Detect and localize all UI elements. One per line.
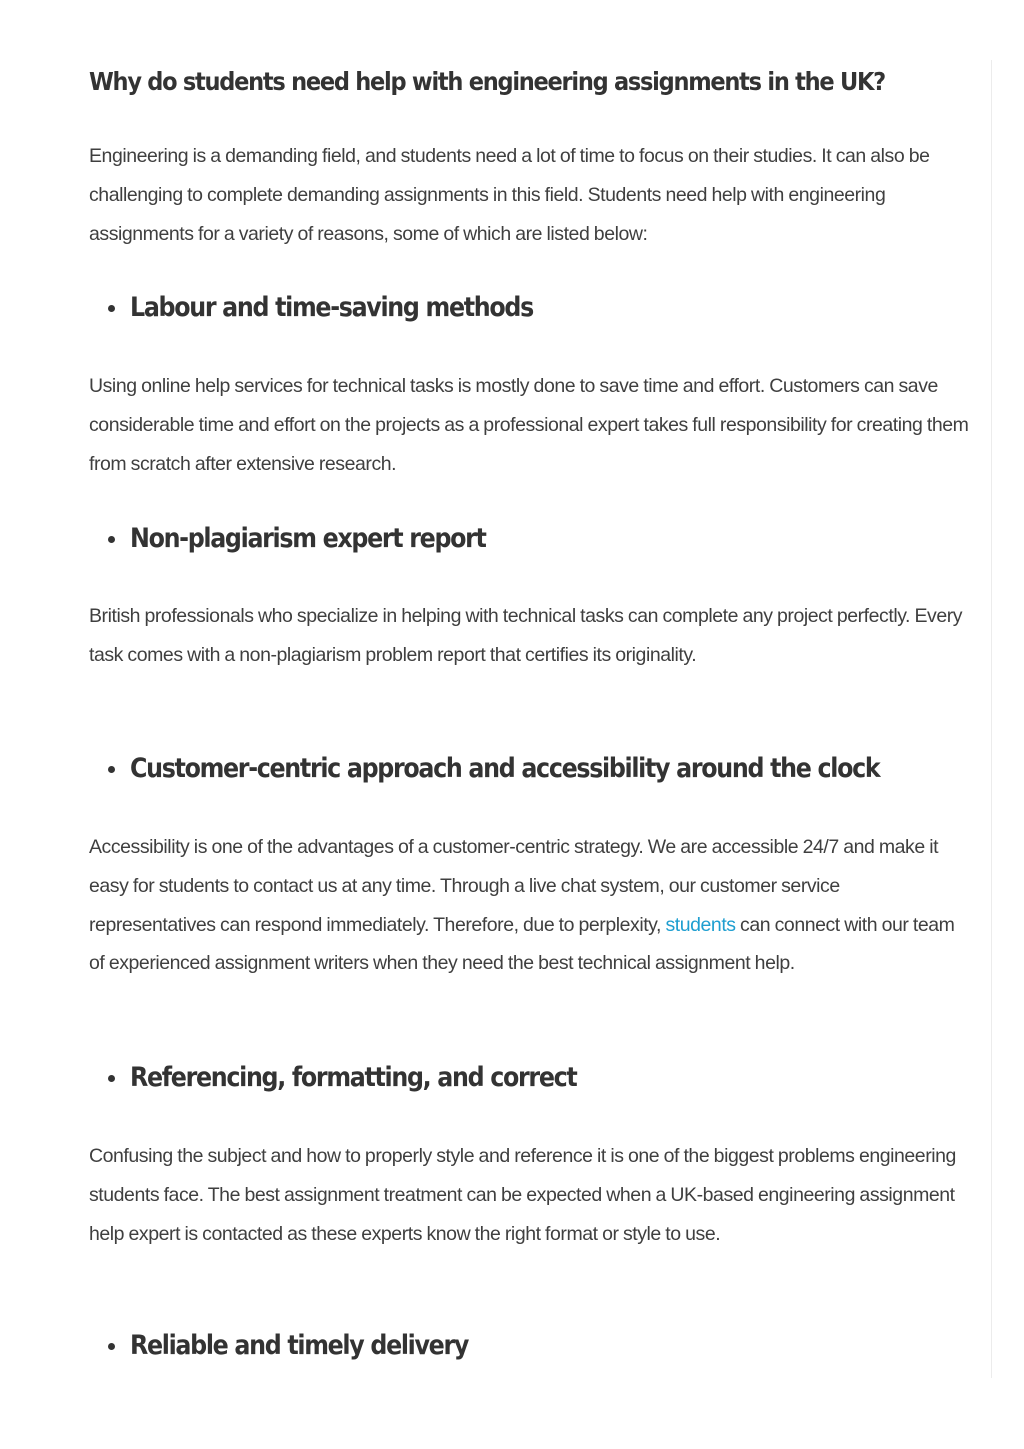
section-heading-text: Labour and time-saving methods <box>130 292 533 323</box>
page-title: Why do students need help with engineering assignments in the UK? <box>89 67 885 96</box>
section-heading-labour <box>89 286 588 330</box>
section-paragraph-customer-centric <box>89 828 969 983</box>
students-link[interactable]: students <box>665 913 736 936</box>
bullet-dot-icon <box>108 536 115 543</box>
section-heading-text: Reliable and timely delivery <box>130 1330 469 1361</box>
paragraph-text: Accessibility is one of the advantages of a customer-centric strategy. We are accessible 24/7 and make it easy for students to contact us at any time. Through a live chat system, our customer service representatives can respond immediately. Therefore, due to perplexity, <box>89 836 939 936</box>
section-heading-referencing <box>89 1056 637 1100</box>
section-paragraph-plagiarism: British professionals who specialize in helping with technical tasks can complete any project perfectly. Every task comes with a non-plagiarism problem report that certifies its originality. <box>89 605 963 666</box>
section-paragraph-referencing: Confusing the subject and how to properly style and reference it is one of the biggest problems engineering students face. The best assignment treatment can be expected when a UK-based engineering assignment help expert is contacted as these experts know the right format or style to use. <box>89 1145 956 1245</box>
intro-paragraph: Engineering is a demanding field, and students need a lot of time to focus on their studies. It can also be challenging to complete demanding assignments in this field. Students need help with engineering assignments for a variety of reasons, some of which are listed below: <box>89 145 930 245</box>
page-edge-divider <box>991 60 992 1378</box>
section-heading-delivery <box>89 1324 514 1368</box>
bullet-dot-icon <box>108 1343 115 1350</box>
section-heading-text: Referencing, formatting, and correct <box>130 1062 577 1093</box>
bullet-dot-icon <box>108 305 115 312</box>
section-heading-text: Non-plagiarism expert report <box>130 523 486 554</box>
bullet-dot-icon <box>108 1075 115 1082</box>
paragraph-text: can connect with our team of experienced assignment writers when they need the best technical assignment help. <box>89 913 955 975</box>
section-paragraph-labour: Using online help services for technical tasks is mostly done to save time and effort. Customers can save considerable time and effort on the projects as a professional expert takes full responsibility for creating them from scratch after extensive research. <box>89 375 969 475</box>
section-heading-text: Customer-centric approach and accessibility around the clock <box>130 753 880 784</box>
section-heading-plagiarism <box>89 517 534 561</box>
section-heading-customer-centric <box>89 747 982 791</box>
bullet-dot-icon <box>108 766 115 773</box>
